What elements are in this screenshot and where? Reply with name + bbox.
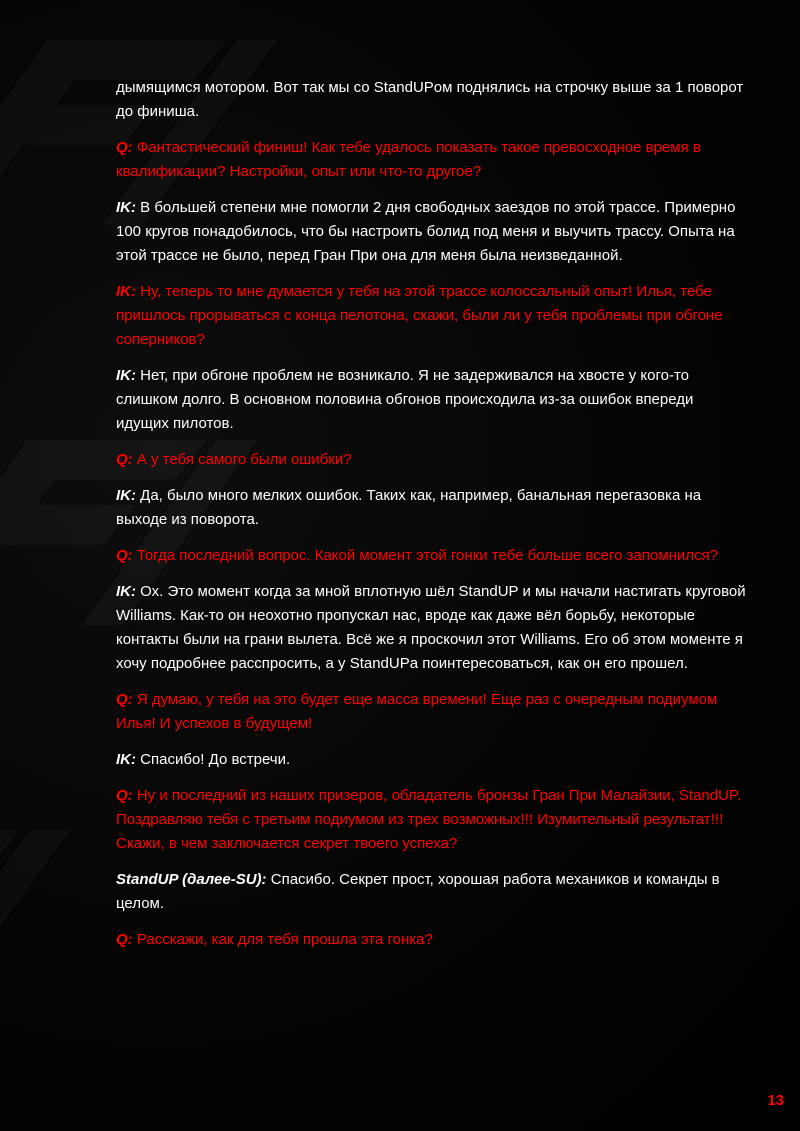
question-5: [116, 448, 746, 472]
question-3: [116, 280, 746, 352]
answer-text: Нет, при обгоне проблем не возникало. Я не задерживался на хвосте у кого-то слишком долго. В основном половина обгонов происходила из-за ошибок впереди идущих пилотов.: [116, 367, 694, 432]
question-13: [116, 928, 746, 952]
answer-6: [116, 484, 746, 532]
speaker-label: IK:: [116, 751, 136, 768]
speaker-label: IK:: [116, 487, 136, 504]
question-7: [116, 544, 746, 568]
speaker-label: Q:: [116, 691, 133, 708]
speaker-label: IK:: [116, 367, 136, 384]
answer-10: [116, 748, 746, 772]
speaker-label: IK:: [116, 583, 136, 600]
answer-text: Ох. Это момент когда за мной вплотную шёл StandUP и мы начали настигать круговой Williams. Как-то он неохотно пропускал нас, вроде как даже вёл борьбу, некоторые контакты были на грани вылета. Всё же я проскочил этот Williams. Его об этом моменте я хочу подробнее расспросить, а у StandUPа поинтересоваться, как он его прошел.: [116, 583, 746, 672]
question-11: [116, 784, 746, 856]
question-text: Я думаю, у тебя на это будет еще масса времени! Еще раз с очередным подиумом Илья! И успехов в будущем!: [116, 691, 718, 732]
question-text: А у тебя самого были ошибки?: [136, 451, 352, 468]
answer-4: [116, 364, 746, 436]
question-1: [116, 136, 746, 184]
speaker-label: IK:: [116, 199, 136, 216]
speaker-label: Q:: [116, 451, 133, 468]
answer-2: [116, 196, 746, 268]
question-text: Расскажи, как для тебя прошла эта гонка?: [136, 931, 433, 948]
question-text: Ну и последний из наших призеров, обладатель бронзы Гран При Малайзии, StandUP. Поздравляю тебя с третьим подиумом из трех возможных!!! Изумительный результат!!! Скажи, в чем заключается секрет твоего успеха?: [116, 787, 742, 852]
question-text: Ну, теперь то мне думается у тебя на этой трассе колоссальный опыт! Илья, тебе пришлось прорываться с конца пелотона, скажи, были ли у тебя проблемы при обгоне соперников?: [116, 283, 723, 348]
page-number: 13: [767, 1092, 784, 1109]
paragraph-text: дымящимся мотором. Вот так мы со StandUPом поднялись на строчку выше за 1 поворот до финиша.: [116, 79, 744, 120]
interview-text: [116, 76, 746, 964]
answer-text: Да, было много мелких ошибок. Таких как, например, банальная перегазовка на выходе из поворота.: [116, 487, 702, 528]
answer-8: [116, 580, 746, 676]
speaker-label: IK:: [116, 283, 136, 300]
answer-text: В большей степени мне помогли 2 дня свободных заездов по этой трассе. Примерно 100 кругов понадобилось, что бы настроить болид под меня и выучить трассу. Опыта на этой трассе не было, перед Гран При она для меня была неизведанной.: [116, 199, 736, 264]
speaker-label: StandUP (далее-SU):: [116, 871, 267, 888]
speaker-label: Q:: [116, 931, 133, 948]
answer-12: [116, 868, 746, 916]
question-text: Фантастический финиш! Как тебе удалось показать такое превосходное время в квалификации? Настройки, опыт или что-то другое?: [116, 139, 701, 180]
paragraph-0: [116, 76, 746, 124]
answer-text: Спасибо! До встречи.: [140, 751, 291, 768]
speaker-label: Q:: [116, 787, 133, 804]
speaker-label: Q:: [116, 547, 133, 564]
question-9: [116, 688, 746, 736]
question-text: Тогда последний вопрос. Какой момент этой гонки тебе больше всего запомнился?: [136, 547, 719, 564]
speaker-label: Q:: [116, 139, 133, 156]
answer-text: Спасибо. Секрет прост, хорошая работа механиков и команды в целом.: [116, 871, 720, 912]
